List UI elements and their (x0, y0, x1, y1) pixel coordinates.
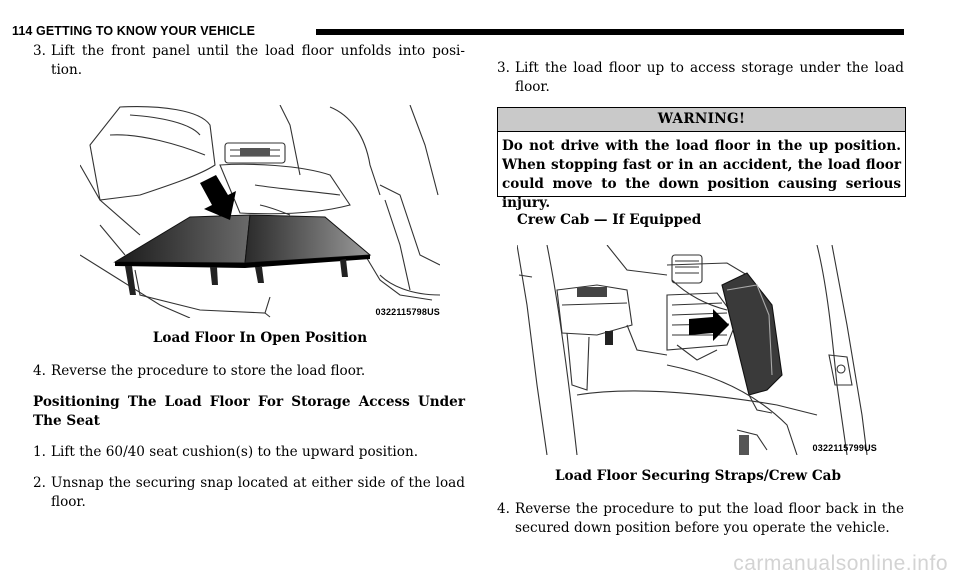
figure-caption: Load Floor In Open Position (152, 330, 368, 346)
warning-box (497, 107, 906, 211)
step-text: Reverse the procedure to put the load floor back in the secured down position before you operate the vehicle. (515, 501, 904, 536)
sub-step-2 (33, 474, 465, 512)
page-header (12, 24, 255, 38)
warning-body (498, 132, 905, 213)
figure-code: 0322115798US (375, 307, 440, 317)
sub-step-1 (33, 443, 465, 462)
figure-load-floor-open (80, 105, 440, 318)
page-number: 114 (12, 24, 33, 38)
section-title: GETTING TO KNOW YOUR VEHICLE (36, 24, 256, 38)
step-number: 2. (33, 475, 46, 491)
load-floor-open-illustration (80, 105, 440, 318)
subheading: Positioning The Load Floor For Storage Access Under The Seat (33, 394, 465, 429)
load-floor-straps-illustration (517, 245, 879, 455)
step-number: 1. (33, 444, 46, 460)
figure-load-floor-straps (517, 245, 879, 455)
step-number: 3. (33, 43, 46, 59)
watermark: carmanualsonline.info (733, 552, 948, 575)
warning-title: WARNING! (498, 108, 905, 132)
left-step-4 (33, 362, 465, 381)
step-number: 4. (497, 501, 510, 517)
left-step-3 (33, 42, 465, 80)
header-rule (316, 29, 904, 35)
step-text: Lift the front panel until the load floor unfolds into posi- tion. (51, 43, 465, 78)
step-number: 3. (497, 60, 510, 76)
figure-code: 0322115799US (812, 443, 877, 453)
warning-text: Do not drive with the load floor in the up position. When stopping fast or in an accident, the load floor could move to the down position causing serious injury. (502, 138, 901, 211)
step-text: Lift the load floor up to access storage under the load floor. (515, 60, 904, 95)
crew-cab-heading: Crew Cab — If Equipped (517, 212, 702, 228)
figure-caption: Load Floor Securing Straps/Crew Cab (555, 468, 841, 484)
step-text: Unsnap the securing snap located at either side of the load floor. (51, 475, 465, 510)
step-text: Lift the 60/40 seat cushion(s) to the upward position. (51, 444, 419, 460)
right-step-3 (497, 59, 904, 97)
step-text: Reverse the procedure to store the load floor. (51, 363, 366, 379)
right-step-4 (497, 500, 904, 538)
step-number: 4. (33, 363, 46, 379)
